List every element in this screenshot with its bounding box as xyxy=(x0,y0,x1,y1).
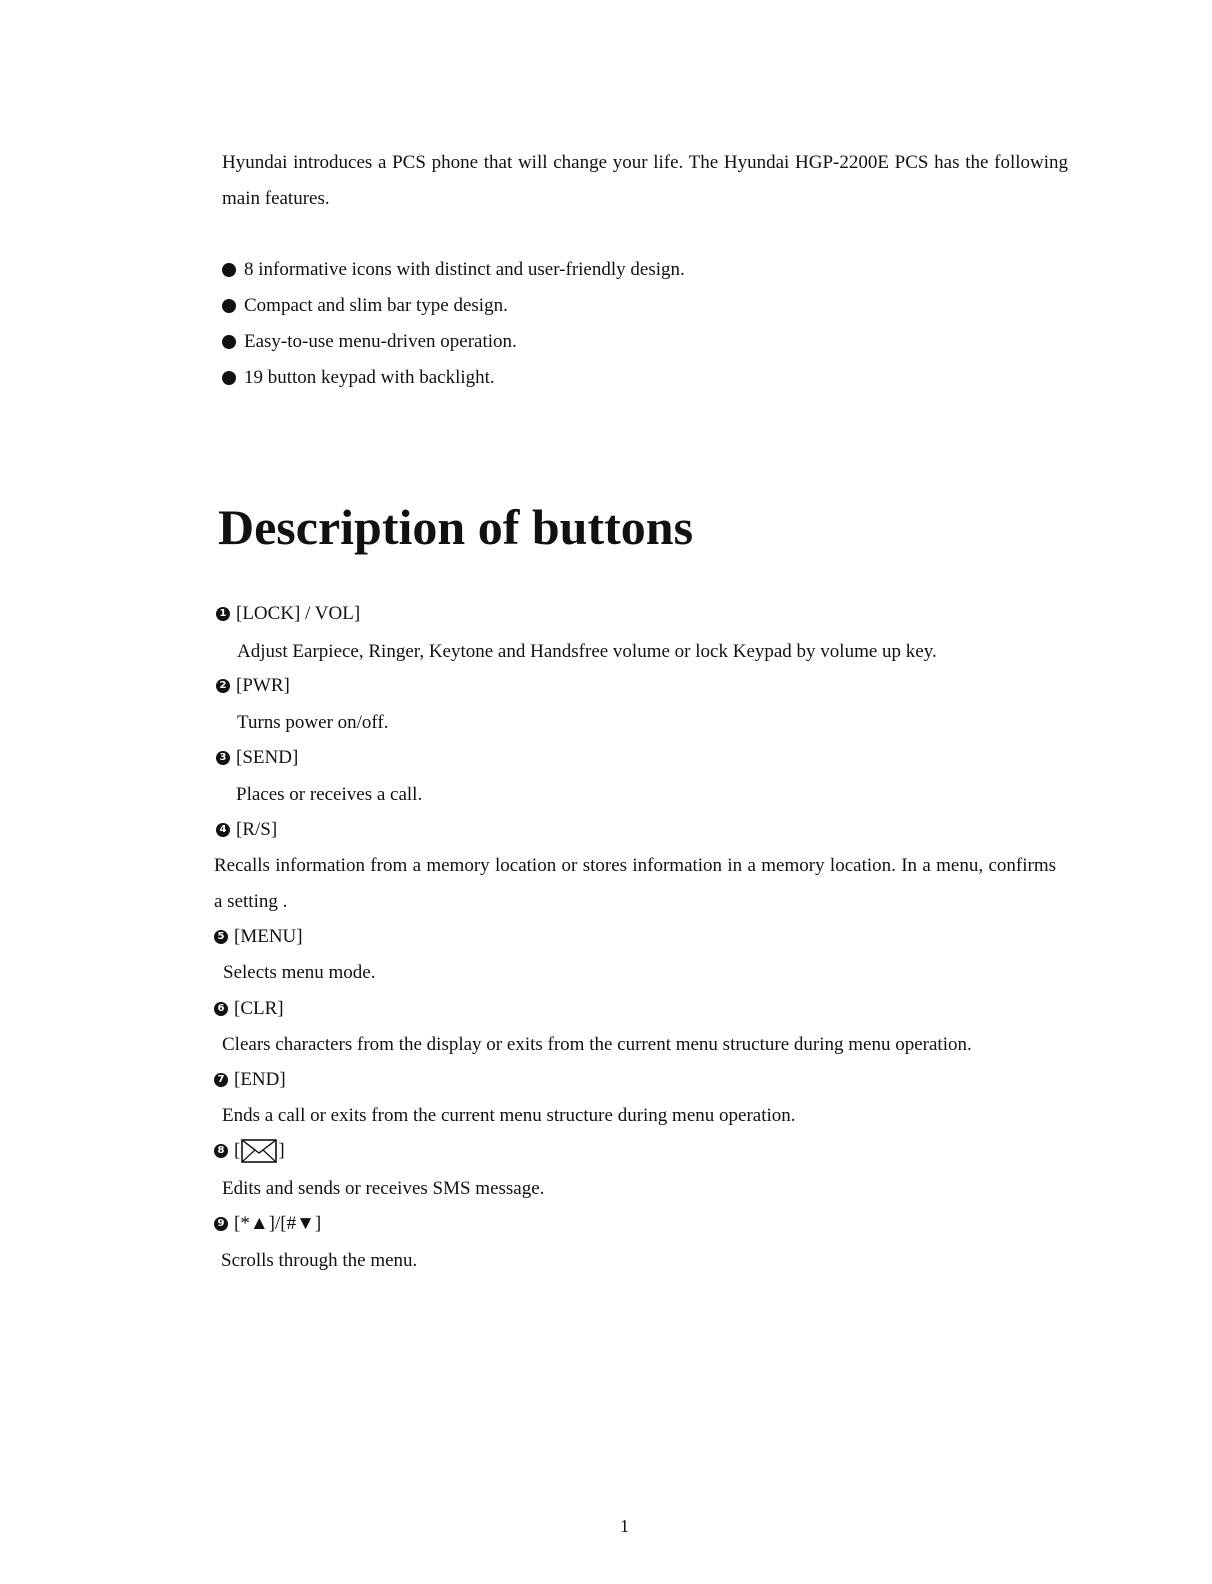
bullet-icon xyxy=(222,299,236,313)
button-title-end xyxy=(214,1069,286,1091)
button-description: Clears characters from the display or exits from the current menu structure during menu operation. xyxy=(222,1034,972,1055)
number-badge-icon: 3 xyxy=(216,751,230,765)
list-item xyxy=(222,324,685,360)
number-badge-icon: 4 xyxy=(216,823,230,837)
list-item xyxy=(222,288,685,324)
button-description: Scrolls through the menu. xyxy=(221,1250,418,1271)
number-badge-icon: 9 xyxy=(214,1217,228,1231)
bullet-icon xyxy=(222,263,236,277)
section-heading: Description of buttons xyxy=(218,499,694,555)
number-badge-icon: 7 xyxy=(214,1073,228,1087)
button-description: Places or receives a call. xyxy=(236,784,423,805)
button-title-send xyxy=(216,747,298,769)
button-label-open: [ xyxy=(234,1140,241,1161)
button-label: [CLR] xyxy=(234,998,284,1019)
bullet-icon xyxy=(222,371,236,385)
button-title-rs xyxy=(216,819,277,841)
button-title-clr xyxy=(214,998,284,1020)
bullet-icon xyxy=(222,335,236,349)
button-label: [R/S] xyxy=(236,819,278,840)
button-label: [MENU] xyxy=(234,926,303,947)
number-badge-icon: 1 xyxy=(216,607,230,621)
list-item xyxy=(222,360,685,396)
button-description: Adjust Earpiece, Ringer, Keytone and Handsfree volume or lock Keypad by volume up key. xyxy=(237,641,937,662)
button-description: Recalls information from a memory location or stores information in a memory location. In a menu, confirms a setting . xyxy=(214,855,1056,912)
button-description: Turns power on/off. xyxy=(237,712,389,733)
button-label: [SEND] xyxy=(236,747,299,768)
feature-text: 8 informative icons with distinct and user-friendly design. xyxy=(244,259,685,280)
button-title-lock-vol xyxy=(216,603,360,625)
button-label: [*▲]/[#▼] xyxy=(234,1213,322,1234)
button-title-menu xyxy=(214,926,303,948)
button-description: Selects menu mode. xyxy=(223,962,376,983)
list-item xyxy=(222,252,685,288)
feature-text: 19 button keypad with backlight. xyxy=(244,367,495,388)
button-description: Ends a call or exits from the current menu structure during menu operation. xyxy=(222,1105,796,1126)
feature-list xyxy=(222,252,685,396)
button-title-pwr xyxy=(216,675,290,697)
button-label: [PWR] xyxy=(236,675,290,696)
button-label-close: ] xyxy=(278,1140,285,1161)
button-label: [LOCK] / VOL] xyxy=(236,603,361,624)
envelope-icon xyxy=(241,1139,277,1163)
feature-text: Easy-to-use menu-driven operation. xyxy=(244,331,517,352)
feature-text: Compact and slim bar type design. xyxy=(244,295,508,316)
button-title-scroll xyxy=(214,1213,321,1235)
number-badge-icon: 2 xyxy=(216,679,230,693)
number-badge-icon: 6 xyxy=(214,1002,228,1016)
intro-paragraph: Hyundai introduces a PCS phone that will change your life. The Hyundai HGP-2200E PCS has the following main features. xyxy=(222,152,1068,209)
number-badge-icon: 5 xyxy=(214,930,228,944)
number-badge-icon: 8 xyxy=(214,1144,228,1158)
button-label: [END] xyxy=(234,1069,286,1090)
button-title-message xyxy=(214,1139,285,1163)
button-description: Edits and sends or receives SMS message. xyxy=(222,1178,545,1199)
page-number: 1 xyxy=(620,1516,629,1536)
